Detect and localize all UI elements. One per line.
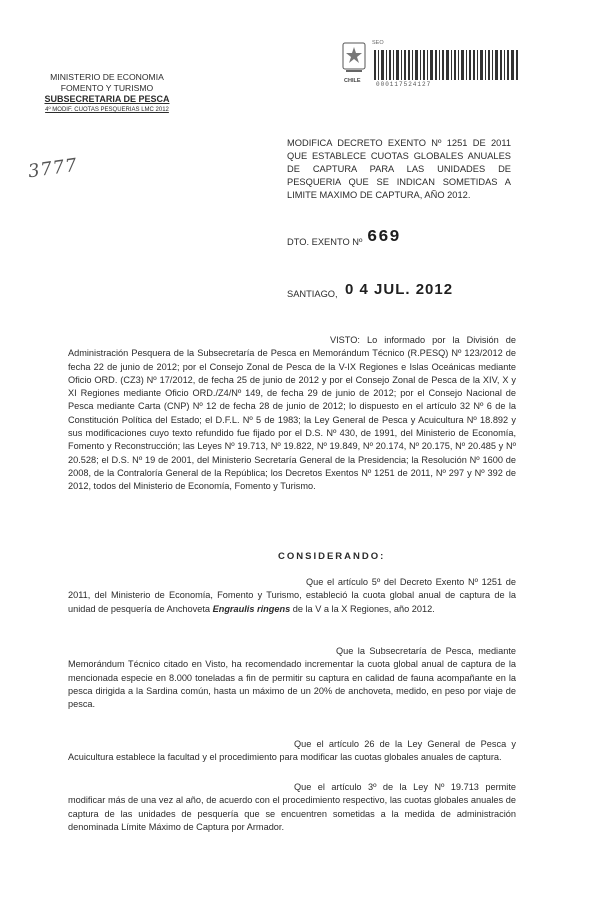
considerando-2: Que la Subsecretaría de Pesca, mediante Memorándum Técnico citado en Visto, ha recomendado incrementar la cuota global anual de captura de la mencionada especie en 8.000 toneladas a fin de permitir su captura en calidad de fauna acompañante en la pesca dirigida a la Sardina común, hasta un máximo de un 20% de anchoveta, medido, en peso por viaje de pesca. <box>68 646 516 710</box>
species-name: Engraulis ringens <box>212 603 291 614</box>
decree-number: 669 <box>367 228 401 247</box>
barcode <box>372 40 522 90</box>
subsecretaria-name: SUBSECRETARIA DE PESCA <box>44 94 170 104</box>
barcode-number: 000117524127 <box>376 81 432 88</box>
considerando-1 <box>68 576 516 616</box>
government-seal-icon <box>342 42 366 78</box>
considerando-heading: CONSIDERANDO: <box>278 551 386 562</box>
decree-title: MODIFICA DECRETO EXENTO Nº 1251 DE 2011 QUE ESTABLECE CUOTAS GLOBALES ANUALES DE CAPTURA PARA LAS UNIDADES DE PESQUERIA QUE SE INDICAN SOMETIDAS A LIMITE MAXIMO DE CAPTURA, AÑO 2012. <box>287 138 511 200</box>
considerando-1-text: Que el artículo 5º del Decreto Exento Nº 1251 de 2011, del Ministerio de Economía, Fomento y Turismo, estableció la cuota global anual de captura de la unidad de pesquería de Anchoveta <box>68 577 516 614</box>
date-place: SANTIAGO, <box>287 289 338 299</box>
considerando-1-end: de la V a la X Regiones, año 2012. <box>290 603 435 614</box>
ministry-header <box>22 72 192 116</box>
chile-label: CHILE <box>344 78 361 84</box>
visto-paragraph: VISTO: Lo informado por la División de Administración Pesquera de la Subsecretaría de Pesca en Memorándum Técnico (R.PESQ) Nº 123/2012 de fecha 22 de junio de 2012; por el Consejo Zonal de Pesca de la V-IX Regiones e Islas Oceánicas mediante Oficio ORD. (CZ3) Nº 17/2012, de fecha 25 de junio de 2012 y por el Consejo Zonal de Pesca de la XIV, X y XI Regiones mediante Oficio ORD./Z4/Nº 149, de fecha 29 de junio de 2012; por el Consejo Nacional de Pesca mediante Carta (CNP) Nº 12 de fecha 28 de junio de 2012; lo dispuesto en el artículo 32 Nº 6 de la Constitución Política del Estado; el D.F.L. Nº 5 de 1983; la Ley General de Pesca y Acuicultura Nº 18.892 y sus modificaciones cuyo texto refundido fue fijado por el D.S. Nº 430, de 1991, del Ministerio de Economía, Fomento y Reconstrucción; las Leyes Nº 19.713, Nº 19.822, Nº 19.849, Nº 20.174, Nº 20.175, Nº 20.485 y Nº 20.528; el D.S. Nº 19 de 2001, del Ministerio Secretaría General de la Presidencia; la Resolución Nº 1600 de 2008, de la Contraloría General de la República; los Decretos Exentos Nº 1251 de 2011, Nº 297 y Nº 392 de 2012, todos del Ministerio de Economía, Fomento y Turismo. <box>68 335 516 492</box>
considerando-4: Que el artículo 3º de la Ley Nº 19.713 permite modificar más de una vez al año, de acuerdo con el procedimiento respectivo, las cuotas globales anuales de captura de las unidades de pesquería que se encuentren sometidas a la medida de administración denominada Límite Máximo de Captura por Armador. <box>68 782 516 832</box>
decree-label: DTO. EXENTO Nº <box>287 237 363 247</box>
document-reference: 4º MODIF. CUOTAS PESQUERIAS LMC 2012 <box>45 107 169 113</box>
ministry-subname: FOMENTO Y TURISMO <box>60 83 154 93</box>
ministry-name: MINISTERIO DE ECONOMIA <box>50 72 164 82</box>
barcode-bars-icon <box>374 50 519 80</box>
date-stamp: 0 4 JUL. 2012 <box>345 281 454 298</box>
considerando-3: Que el artículo 26 de la Ley General de Pesca y Acuicultura establece la facultad y el procedimiento para modificar las cuotas globales anuales de captura. <box>68 739 516 763</box>
handwritten-number: 3777 <box>26 154 80 183</box>
barcode-label-left: SEO <box>372 40 384 46</box>
